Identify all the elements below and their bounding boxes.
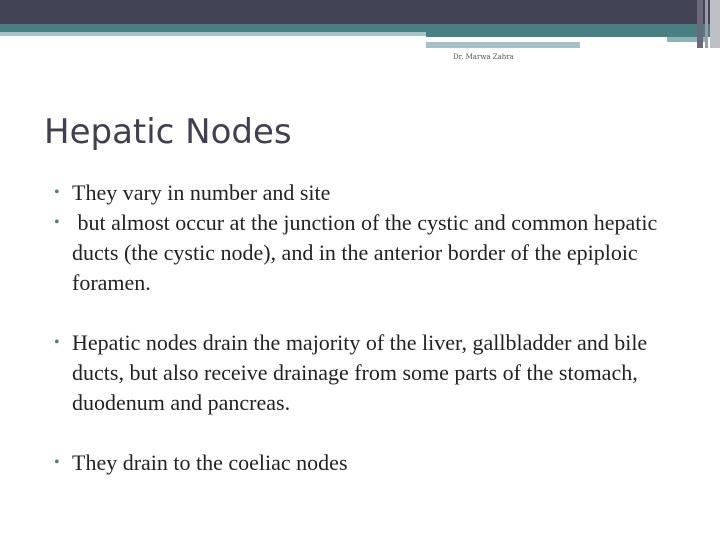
bullet-item: • They drain to the coeliac nodes xyxy=(52,448,692,478)
header-band-teal xyxy=(0,24,720,32)
header-band-light xyxy=(0,32,426,36)
header-stripe xyxy=(710,0,720,48)
header-band-dark xyxy=(0,0,720,24)
bullet-item: • but almost occur at the junction of the cystic and common hepatic ducts (the cystic node), and in the anterior border of the epiploic foramen. xyxy=(52,208,692,298)
slide-title: Hepatic Nodes xyxy=(44,112,292,152)
header-bar-light xyxy=(426,42,580,48)
bullet-item: • They vary in number and site xyxy=(52,178,692,208)
author-label: Dr. Marwa Zahra xyxy=(453,53,514,61)
header-stripe xyxy=(697,0,703,48)
bullet-list xyxy=(52,178,692,478)
header-line-white xyxy=(426,37,667,40)
header-stripe xyxy=(705,0,708,48)
bullet-item: • Hepatic nodes drain the majority of the liver, gallbladder and bile ducts, but also receive drainage from some parts of the stomach, duodenum and pancreas. xyxy=(52,328,692,418)
